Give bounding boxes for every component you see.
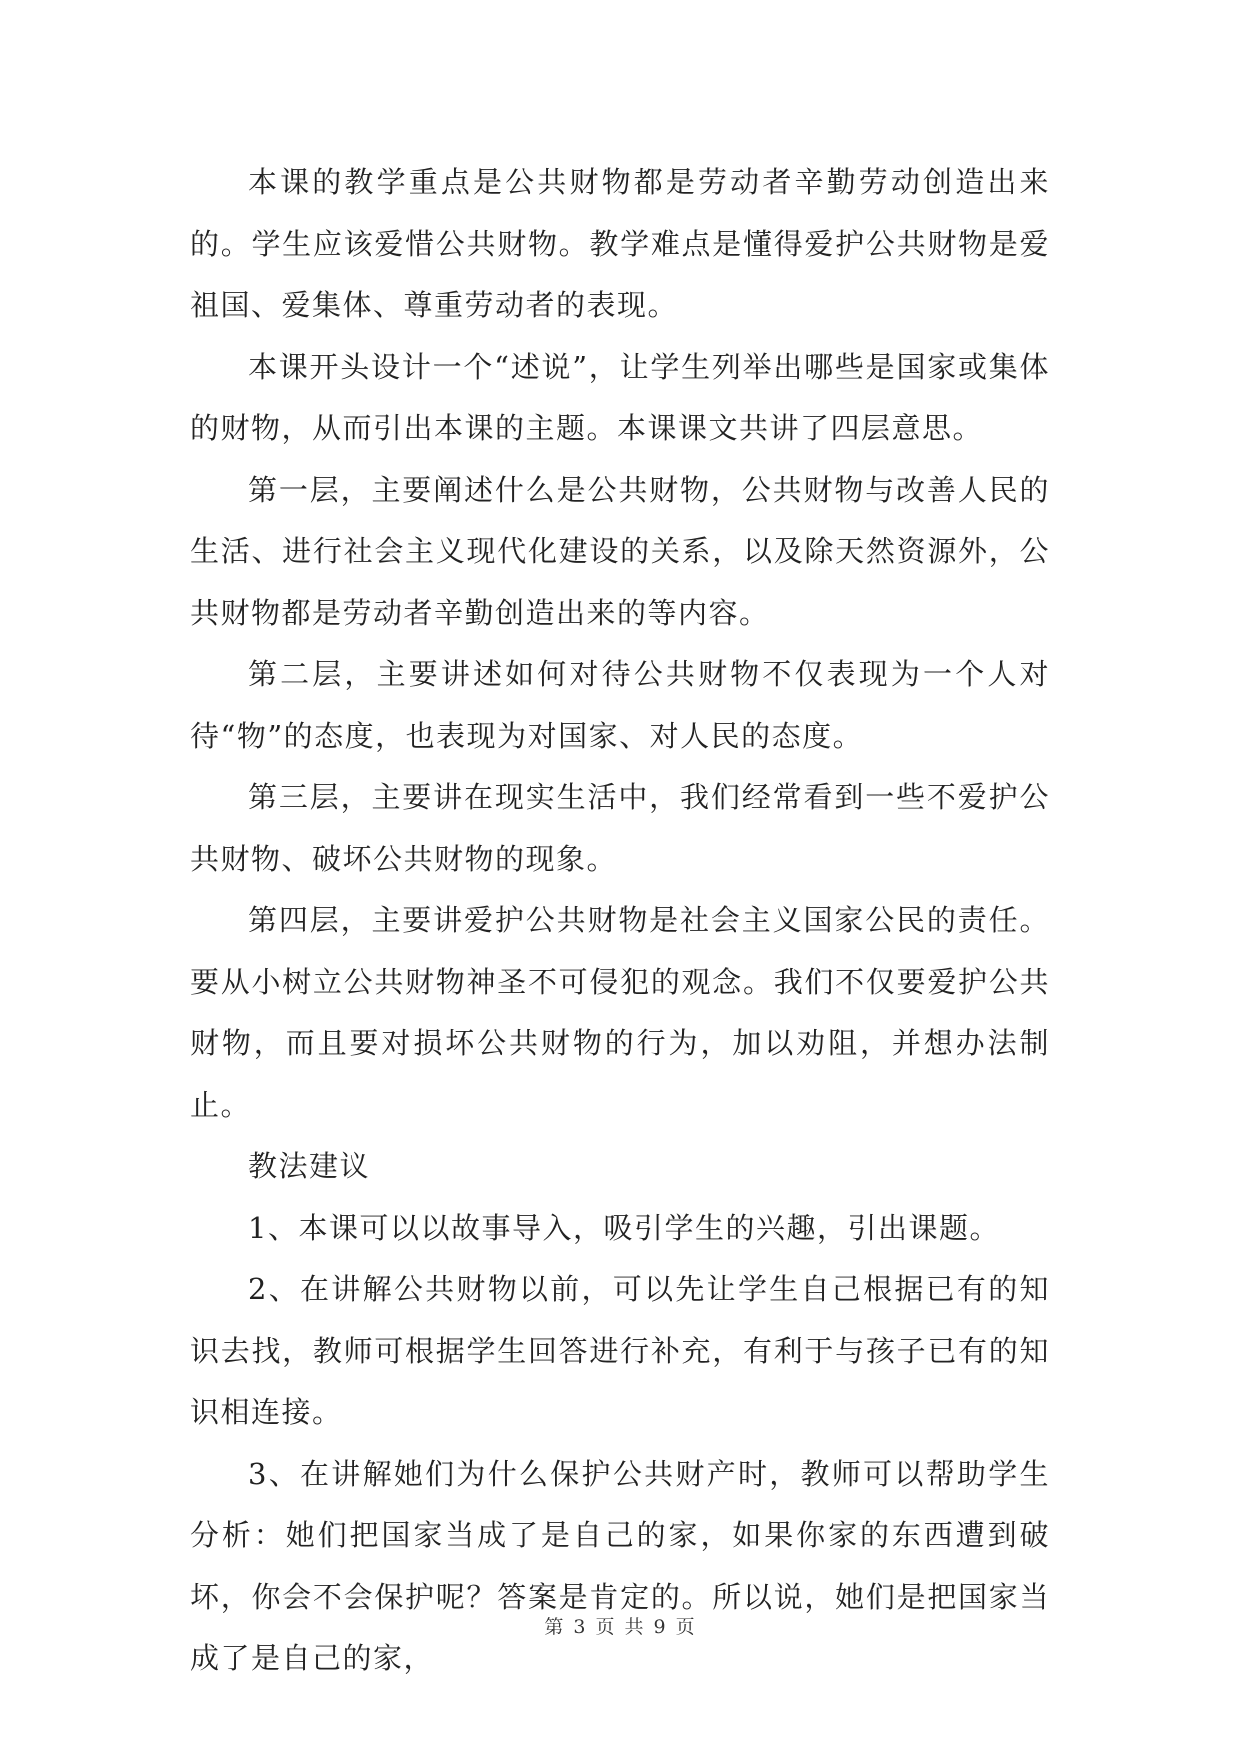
page-number-footer: 第 3 页 共 9 页: [544, 1616, 697, 1638]
paragraph-lesson-opening: 本课开头设计一个“述说”，让学生列举出哪些是国家或集体的财物，从而引出本课的主题。本课课文共讲了四层意思。: [190, 349, 1050, 445]
document-body: [190, 152, 1050, 1690]
paragraph-layer-one: 第一层，主要阐述什么是公共财物，公共财物与改善人民的生活、进行社会主义现代化建设的关系，以及除天然资源外，公共财物都是劳动者辛勤创造出来的等内容。: [190, 472, 1050, 630]
paragraph-layer-two: 第二层，主要讲述如何对待公共财物不仅表现为一个人对待“物”的态度，也表现为对国家、对人民的态度。: [190, 657, 1050, 753]
suggestion-item-1: 1、本课可以以故事导入，吸引学生的兴趣，引出课题。: [248, 1210, 1000, 1245]
section-heading-teaching-suggestions: 教法建议: [248, 1149, 371, 1183]
paragraph-layer-three: 第三层，主要讲在现实生活中，我们经常看到一些不爱护公共财物、破坏公共财物的现象。: [190, 780, 1050, 876]
paragraph-teaching-focus: 本课的教学重点是公共财物都是劳动者辛勤劳动创造出来的。学生应该爱惜公共财物。教学难点是懂得爱护公共财物是爱祖国、爱集体、尊重劳动者的表现。: [190, 165, 1050, 322]
paragraph-layer-four: 第四层，主要讲爱护公共财物是社会主义国家公民的责任。要从小树立公共财物神圣不可侵犯的观念。我们不仅要爱护公共财物，而且要对损坏公共财物的行为，加以劝阻，并想办法制止。: [190, 903, 1050, 1122]
suggestion-item-2: 2、在讲解公共财物以前，可以先让学生自己根据已有的知识去找，教师可根据学生回答进行补充，有利于与孩子已有的知识相连接。: [190, 1272, 1050, 1429]
suggestion-item-3: 3、在讲解她们为什么保护公共财产时，教师可以帮助学生分析：她们把国家当成了是自己的家，如果你家的东西遭到破坏，你会不会保护呢？答案是肯定的。所以说，她们是把国家当成了是自己的家，: [190, 1456, 1050, 1675]
